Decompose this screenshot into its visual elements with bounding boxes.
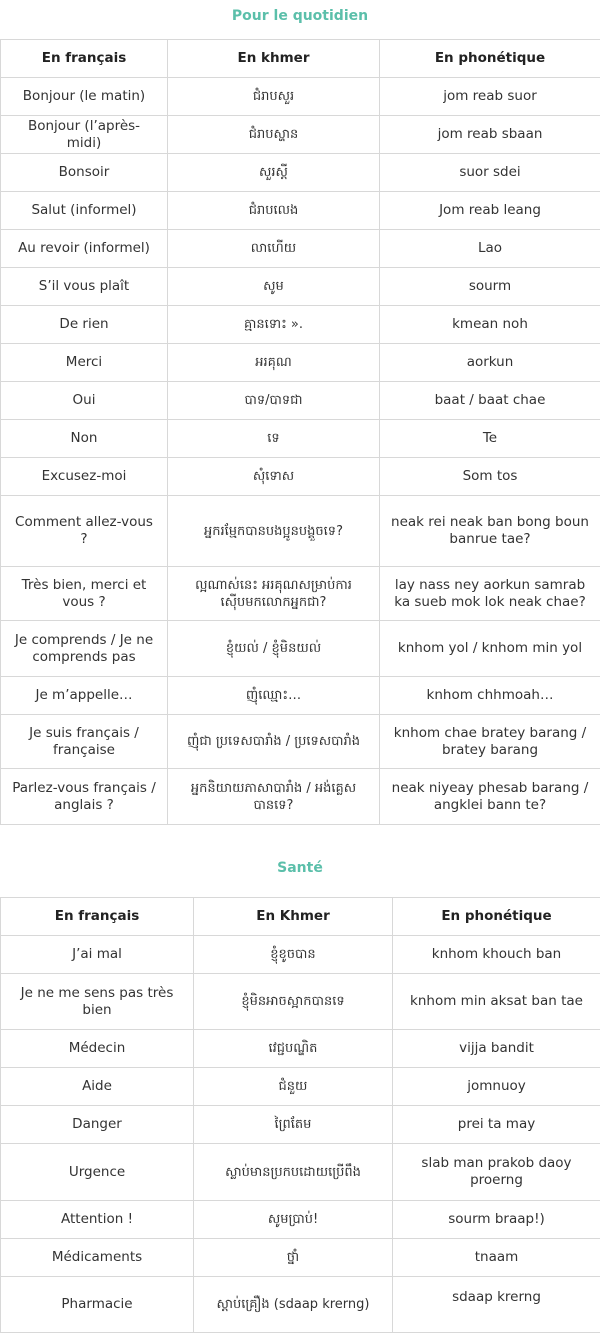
cell-french: Bonjour (l’après-midi) [1,116,168,154]
table-row [1,192,600,230]
cell-khmer: ខ្ញុំខូចបាន [194,936,393,974]
table-row [1,1030,600,1068]
cell-khmer: សួរស្តី [168,154,380,192]
cell-french: Comment allez-vous ? [1,496,168,567]
cell-khmer: សូម [168,268,380,306]
cell-phonetic: kmean noh [380,306,600,344]
section-title-health: Santé [0,825,600,897]
table-row [1,1277,600,1333]
cell-khmer: អ្នកនិយាយភាសាបារាំង / អង់គ្លេសបានទេ? [168,769,380,825]
cell-french: Pharmacie [1,1277,194,1333]
table-row [1,496,600,567]
cell-french: Salut (informel) [1,192,168,230]
table-row [1,1144,600,1201]
table-row [1,116,600,154]
cell-khmer: គ្មានទោះ ». [168,306,380,344]
cell-phonetic: jomnuoy [393,1068,600,1106]
cell-phonetic: knhom chhmoah… [380,677,600,715]
table-row [1,306,600,344]
cell-phonetic: tnaam [393,1239,600,1277]
cell-french: Je ne me sens pas très bien [1,974,194,1030]
cell-phonetic: lay nass ney aorkun samrab ka sueb mok lok neak chae? [380,567,600,621]
cell-phonetic: Lao [380,230,600,268]
cell-french: Urgence [1,1144,194,1201]
cell-khmer: ជំរាបសួរ [168,78,380,116]
cell-phonetic: Som tos [380,458,600,496]
table-row [1,769,600,825]
cell-phonetic: knhom chae bratey barang / bratey barang [380,715,600,769]
cell-french: Très bien, merci et vous ? [1,567,168,621]
cell-french: De rien [1,306,168,344]
cell-phonetic: knhom yol / knhom min yol [380,621,600,677]
cell-french: Je suis français / française [1,715,168,769]
cell-french: S’il vous plaît [1,268,168,306]
table-row [1,268,600,306]
cell-phonetic: vijja bandit [393,1030,600,1068]
cell-khmer: ថ្នាំ [194,1239,393,1277]
cell-french: Parlez-vous français / anglais ? [1,769,168,825]
table-row [1,936,600,974]
cell-khmer: សុំទោស [168,458,380,496]
phrase-table-health [0,897,600,1333]
column-header-french: En français [1,898,194,936]
cell-khmer: លាហើយ [168,230,380,268]
column-header-phonetic: En phonétique [393,898,600,936]
table-row [1,1201,600,1239]
table-row [1,715,600,769]
table-row [1,1106,600,1144]
table-row [1,1068,600,1106]
cell-khmer: ខ្ញុំមិនអាចស្អាកបានទេ [194,974,393,1030]
cell-french: Je m’appelle… [1,677,168,715]
cell-khmer: បាទ/បាទជា [168,382,380,420]
cell-khmer: ល្អណាស់នេះ អរគុណសម្រាប់ការស៊ើបមកលោកអ្នកជា? [168,567,380,621]
table-row [1,1239,600,1277]
cell-khmer: សូមប្រាប់! [194,1201,393,1239]
cell-khmer: ស្តាប់គ្រឿង (sdaap krerng) [194,1277,393,1333]
cell-khmer: អរគុណ [168,344,380,382]
cell-khmer: ញុំជា ប្រទេសបារាំង / ប្រទេសបារាំង [168,715,380,769]
cell-french: Médicaments [1,1239,194,1277]
cell-french: Aide [1,1068,194,1106]
cell-khmer: វេជ្ជបណ្ឌិត [194,1030,393,1068]
column-header-khmer: En khmer [168,40,380,78]
cell-phonetic: baat / baat chae [380,382,600,420]
cell-french: Je comprends / Je ne comprends pas [1,621,168,677]
cell-phonetic: knhom khouch ban [393,936,600,974]
cell-french: Merci [1,344,168,382]
cell-khmer: អ្នករម្មែកបានបងប្អូនបង្គួចទេ? [168,496,380,567]
column-header-french: En français [1,40,168,78]
table-row [1,344,600,382]
table-row [1,154,600,192]
cell-phonetic: sourm braap!) [393,1201,600,1239]
cell-french: J’ai mal [1,936,194,974]
cell-french: Attention ! [1,1201,194,1239]
cell-french: Bonjour (le matin) [1,78,168,116]
cell-phonetic: knhom min aksat ban tae [393,974,600,1030]
cell-phonetic: sdaap krerng [393,1277,600,1333]
cell-french: Oui [1,382,168,420]
cell-phonetic: sourm [380,268,600,306]
table-header-row [1,898,600,936]
table-row [1,677,600,715]
cell-khmer: ជំរាបលេង [168,192,380,230]
phrase-table-daily [0,39,600,825]
cell-phonetic: slab man prakob daoy proerng [393,1144,600,1201]
table-header-row [1,40,600,78]
table-row [1,230,600,268]
cell-khmer: ខ្ញុំយល់ / ខ្ញុំមិនយល់ [168,621,380,677]
cell-khmer: ស្លាប់មានប្រកបដោយប្រើពឹង [194,1144,393,1201]
section-title-daily: Pour le quotidien [0,0,600,39]
table-row [1,78,600,116]
column-header-khmer: En Khmer [194,898,393,936]
cell-french: Bonsoir [1,154,168,192]
cell-phonetic: jom reab suor [380,78,600,116]
cell-phonetic: neak rei neak ban bong boun banrue tae? [380,496,600,567]
cell-french: Médecin [1,1030,194,1068]
cell-phonetic: Jom reab leang [380,192,600,230]
table-row [1,621,600,677]
cell-phonetic: suor sdei [380,154,600,192]
cell-french: Excusez-moi [1,458,168,496]
table-row [1,420,600,458]
cell-khmer: ព្រៃតែម [194,1106,393,1144]
table-row [1,458,600,496]
cell-khmer: ញុំឈ្មោះ… [168,677,380,715]
cell-phonetic: aorkun [380,344,600,382]
table-row [1,567,600,621]
cell-phonetic: Te [380,420,600,458]
cell-khmer: ជំរាបស្ហាន [168,116,380,154]
cell-french: Au revoir (informel) [1,230,168,268]
table-row [1,382,600,420]
cell-khmer: ជំនួយ [194,1068,393,1106]
column-header-phonetic: En phonétique [380,40,600,78]
cell-french: Danger [1,1106,194,1144]
cell-phonetic: neak niyeay phesab barang / angklei bann te? [380,769,600,825]
cell-phonetic: prei ta may [393,1106,600,1144]
cell-french: Non [1,420,168,458]
table-row [1,974,600,1030]
cell-phonetic: jom reab sbaan [380,116,600,154]
cell-khmer: ទេ [168,420,380,458]
